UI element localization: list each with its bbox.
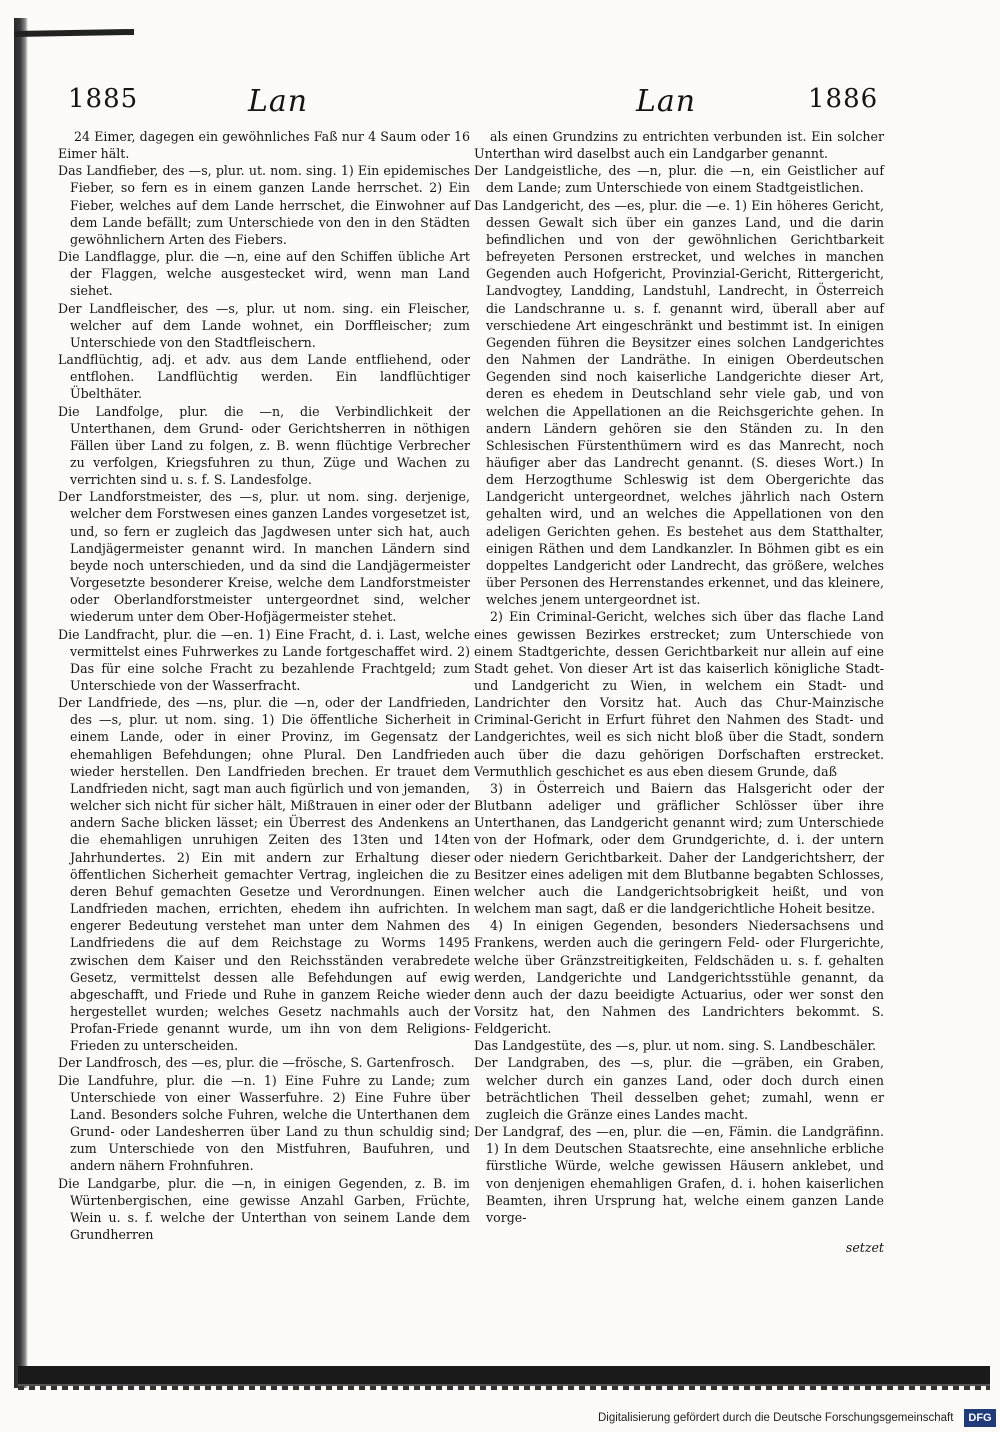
dictionary-entry: Der Landgraf, des —en, plur. die —en, Fämin. die Landgräfinn. 1) In dem Deutschen Staatsrechte, eine ansehnliche erbliche fürstliche Würde, welche gewissen Häusern anklebet, und von denjenigen ehemahligen Grafen, d. i. hohen kaiserlichen Beamten, ihren Ursprung hat, welche einem ganzen Lande vorge-: [474, 1124, 884, 1225]
page-binding-edge: [14, 18, 28, 1388]
running-head-left: Lan: [248, 84, 309, 119]
dictionary-entry: Die Landfracht, plur. die —en. 1) Eine Fracht, d. i. Last, welche vermittelst eines Fuhrwerkes zu Lande fortgeschaffet wird. 2) Das für eine solche Fracht zu bezahlende Frachtgeld; zum Unterschiede von der Wasserfracht.: [58, 626, 470, 693]
dictionary-entry: Das Landfieber, des —s, plur. ut. nom. sing. 1) Ein epidemisches Fieber, so fern es in einem ganzen Lande herrschet. 2) Ein Fieber, welches auf dem Lande herrschet, die Einwohner auf dem Lande befällt; zum Unterschiede von den in den Städten gewöhnlichern Arten des Fiebers.: [58, 163, 470, 247]
dictionary-entry: Der Landgeistliche, des —n, plur. die —n, ein Geistlicher auf dem Lande; zum Unterschiede von einem Stadtgeistlichen.: [474, 163, 884, 196]
dictionary-entry: Der Landforstmeister, des —s, plur. ut nom. sing. derjenige, welcher dem Forstwesen eines ganzen Landes vorgesetzet ist, und, so fern er zugleich das Jagdwesen unter sich hat, auch Landjägermeister genannt wird. In manchen Ländern sind beyde noch unterschieden, und da sind die Landjägermeister Vorgesetzte besonderer Kreise, welche dem Landforstmeister oder Oberlandforstmeister untergeordnet sind, welcher wiederum unter dem Ober-Hofjägermeister stehet.: [58, 489, 470, 625]
dfg-logo: DFG: [964, 1409, 996, 1427]
dictionary-entry: Die Landflagge, plur. die —n, eine auf den Schiffen übliche Art der Flaggen, welche ausgestecket wird, wenn man Land siehet.: [58, 249, 470, 299]
dictionary-entry: 4) In einigen Gegenden, besonders Niedersachsens und Frankens, werden auch die geringern Feld- oder Flurgerichte, welche über Gränzstreitigkeiten, Feldschäden u. s. f. gehalten werden, Landgerichte und Landgerichtsstühle genannt, da denn auch der dazu beeidigte Actuarius, oder wer sonst den Vorsitz hat, den Nahmen des Landrichters bekommt. S. Feldgericht.: [474, 918, 884, 1037]
dictionary-entry: Die Landfuhre, plur. die —n. 1) Eine Fuhre zu Lande; zum Unterschiede von einer Wasserfuhre. 2) Eine Fuhre über Land. Besonders solche Fuhren, welche die Unterthanen dem Grund- oder Landesherren über Land zu thun schuldig sind; zum Unterschiede von den Mistfuhren, Baufuhren, und andern nähern Frohnfuhren.: [58, 1072, 470, 1174]
page-top-edge-mark: [14, 29, 134, 37]
dictionary-entry: Der Landgraben, des —s, plur. die —gräben, ein Graben, welcher durch ein ganzes Land, oder doch durch einen beträchtlichen Theil desselben gehet; zumahl, wenn er zugleich die Gränze eines Landes macht.: [474, 1055, 884, 1122]
dictionary-entry: Der Landfriede, des —ns, plur. die —n, oder der Landfrieden, des —s, plur. ut nom. sing. 1) Die öffentliche Sicherheit in einem Lande, oder in einer Provinz, im Gegensatz der ehemahligen Befehdungen; ohne Plural. Den Landfrieden wieder herstellen. Den Landfrieden brechen. Er trauet dem Landfrieden nicht, sagt man auch figürlich und von jemanden, welcher sich nicht für sicher hält, Mißtrauen in einer oder der andern Sache blicken lässet; ein Überrest des Andenkens an die ehemahligen unruhigen Zeiten des 13ten und 14ten Jahrhundertes. 2) Ein mit andern zur Erhaltung dieser öffentlichen Sicherheit gemachter Vertrag, ingleichen die zu deren Behuf gemachten Gesetze und Verordnungen. Einen Landfrieden machen, errichten, ehedem ihn aufrichten. In engerer Bedeutung verstehet man unter dem Nahmen des Landfriedens die auf dem Reichstage zu Worms 1495 zwischen dem Kaiser und den Reichsständen verabredete Gesetz, vermittelst dessen alle Befehdungen auf ewig abgeschafft, und Friede und Ruhe in ganzem Reiche wieder hergestellet wurden; welches Gesetz nachmahls auch der Profan-Friede genannt wurde, um ihn von dem Religions-Frieden zu unterscheiden.: [58, 695, 470, 1054]
dictionary-entry: Der Landfleischer, des —s, plur. ut nom. sing. ein Fleischer, welcher auf dem Lande wohnet, ein Dorffleischer; zum Unterschiede von den Stadtfleischern.: [58, 300, 470, 350]
dictionary-entry: Das Landgestüte, des —s, plur. ut nom. sing. S. Landbeschäler.: [474, 1038, 877, 1054]
dictionary-entry: 3) in Österreich und Baiern das Halsgericht oder der Blutbann adeliger und gräflicher Schlösser über ihre Unterthanen, das Landgericht genannt wird; zum Unterschiede von der Hofmark, oder dem Grundgerichte, d. i. der untern oder niedern Gerichtbarkeit. Daher der Landgerichtsherr, der Besitzer eines adeligen mit dem Blutbanne begabten Schlosses, welcher auch die Landgerichtsobrigkeit heißt, und von welchem man sagt, daß er die landgerichtliche Hoheit besitze.: [474, 780, 884, 917]
page-number-left: 1885: [68, 84, 139, 114]
right-column: [474, 128, 884, 1268]
digitization-credit: Digitalisierung gefördert durch die Deutsche Forschungsgemeinschaft: [598, 1412, 954, 1424]
dictionary-entry: Die Landfolge, plur. die —n, die Verbindlichkeit der Unterthanen, dem Grund- oder Gerichtsherren in nöthigen Fällen über Land zu folgen, z. B. wenn flüchtige Verbrecher zu verfolgen, Kriegsfuhren zu thun, Züge und Wachen zu verrichten sind u. s. f. S. Landesfolge.: [58, 403, 470, 488]
catchword: setzet: [845, 1239, 884, 1255]
page-number-right: 1886: [808, 84, 879, 114]
scan-bottom-edge: [18, 1366, 990, 1384]
dictionary-entry: 2) Ein Criminal-Gericht, welches sich über das flache Land eines gewissen Bezirkes erstrecket; zum Unterschiede von einem Stadtgerichte, dessen Gerichtbarkeit nur allein auf eine Stadt gehet. Von dieser Art ist das kaiserlich königliche Stadt- und Landgericht zu Wien, in welchem ein Stadt- und Landrichter den Vorsitz hat. Auch das Chur-Mainzische Criminal-Gericht in Erfurt führet den Nahmen des Stadt- und Landgerichtes, weil es sich nicht bloß über die Stadt, sondern auch über die dazu gehörigen Dorfschaften erstrecket. Vermuthlich geschichet es aus eben diesem Grunde, daß: [474, 609, 884, 779]
dictionary-entry: 24 Eimer, dagegen ein gewöhnliches Faß nur 4 Saum oder 16 Eimer hält.: [58, 129, 470, 162]
dictionary-entry: Landflüchtig, adj. et adv. aus dem Lande entfliehend, oder entflohen. Landflüchtig werden. Ein landflüchtiger Übelthäter.: [58, 352, 470, 402]
dictionary-entry: Die Landgarbe, plur. die —n, in einigen Gegenden, z. B. im Würtenbergischen, eine gewisse Anzahl Garben, Früchte, Wein u. s. f. welche der Unterthan von seinem Lande dem Grundherren: [58, 1175, 470, 1242]
dictionary-entry: Der Landfrosch, des —es, plur. die —frösche, S. Gartenfrosch.: [58, 1055, 455, 1071]
running-head-right: Lan: [636, 84, 697, 119]
dictionary-entry: Das Landgericht, des —es, plur. die —e. 1) Ein höheres Gericht, dessen Gewalt sich über ein ganzes Land, und die darin befindlichen und von der gewöhnlichen Gerichtbarkeit befreyeten Personen erstrecket, und welches in manchen Gegenden auch Hofgericht, Provinzial-Gericht, Rittergericht, Landvogtey, Landding, Landstuhl, Landrecht, in Österreich die Landschranne u. s. f. genannt wird, überall aber auf verschiedene Art eingeschränkt und bestimmt ist. In einigen Gegenden führen die Beysitzer eines solchen Landgerichtes den Nahmen der Landräthe. In einigen Oberdeutschen Gegenden sind noch kaiserliche Landgerichte dieser Art, deren es ehedem in Deutschland sehr viele gab, und von welchen die Appellationen an die Reichsgerichte gehen. In andern Ländern gehören sie den Ständen zu. In den Schlesischen Fürstenthümern wird es das Manrecht, noch häufiger aber das Landrecht genannt. (S. dieses Wort.) In dem Herzogthume Schleswig ist dem Obergerichte das Landgericht untergeordnet, welches jährlich nach Ostern gehalten wird, und an welches die Appellationen von den adeligen Gerichten gehen. Es bestehet aus dem Statthalter, einigen Räthen und dem Landkanzler. In Böhmen gibt es ein doppeltes Landgericht oder Landrecht, das größere, welches über Personen des Herrenstandes erkennet, und das kleinere, welches jenem untergeordnet ist.: [474, 197, 884, 608]
left-column: [58, 128, 470, 1243]
dictionary-entry: als einen Grundzins zu entrichten verbunden ist. Ein solcher Unterthan wird daselbst auch ein Landgarber genannt.: [474, 129, 884, 162]
